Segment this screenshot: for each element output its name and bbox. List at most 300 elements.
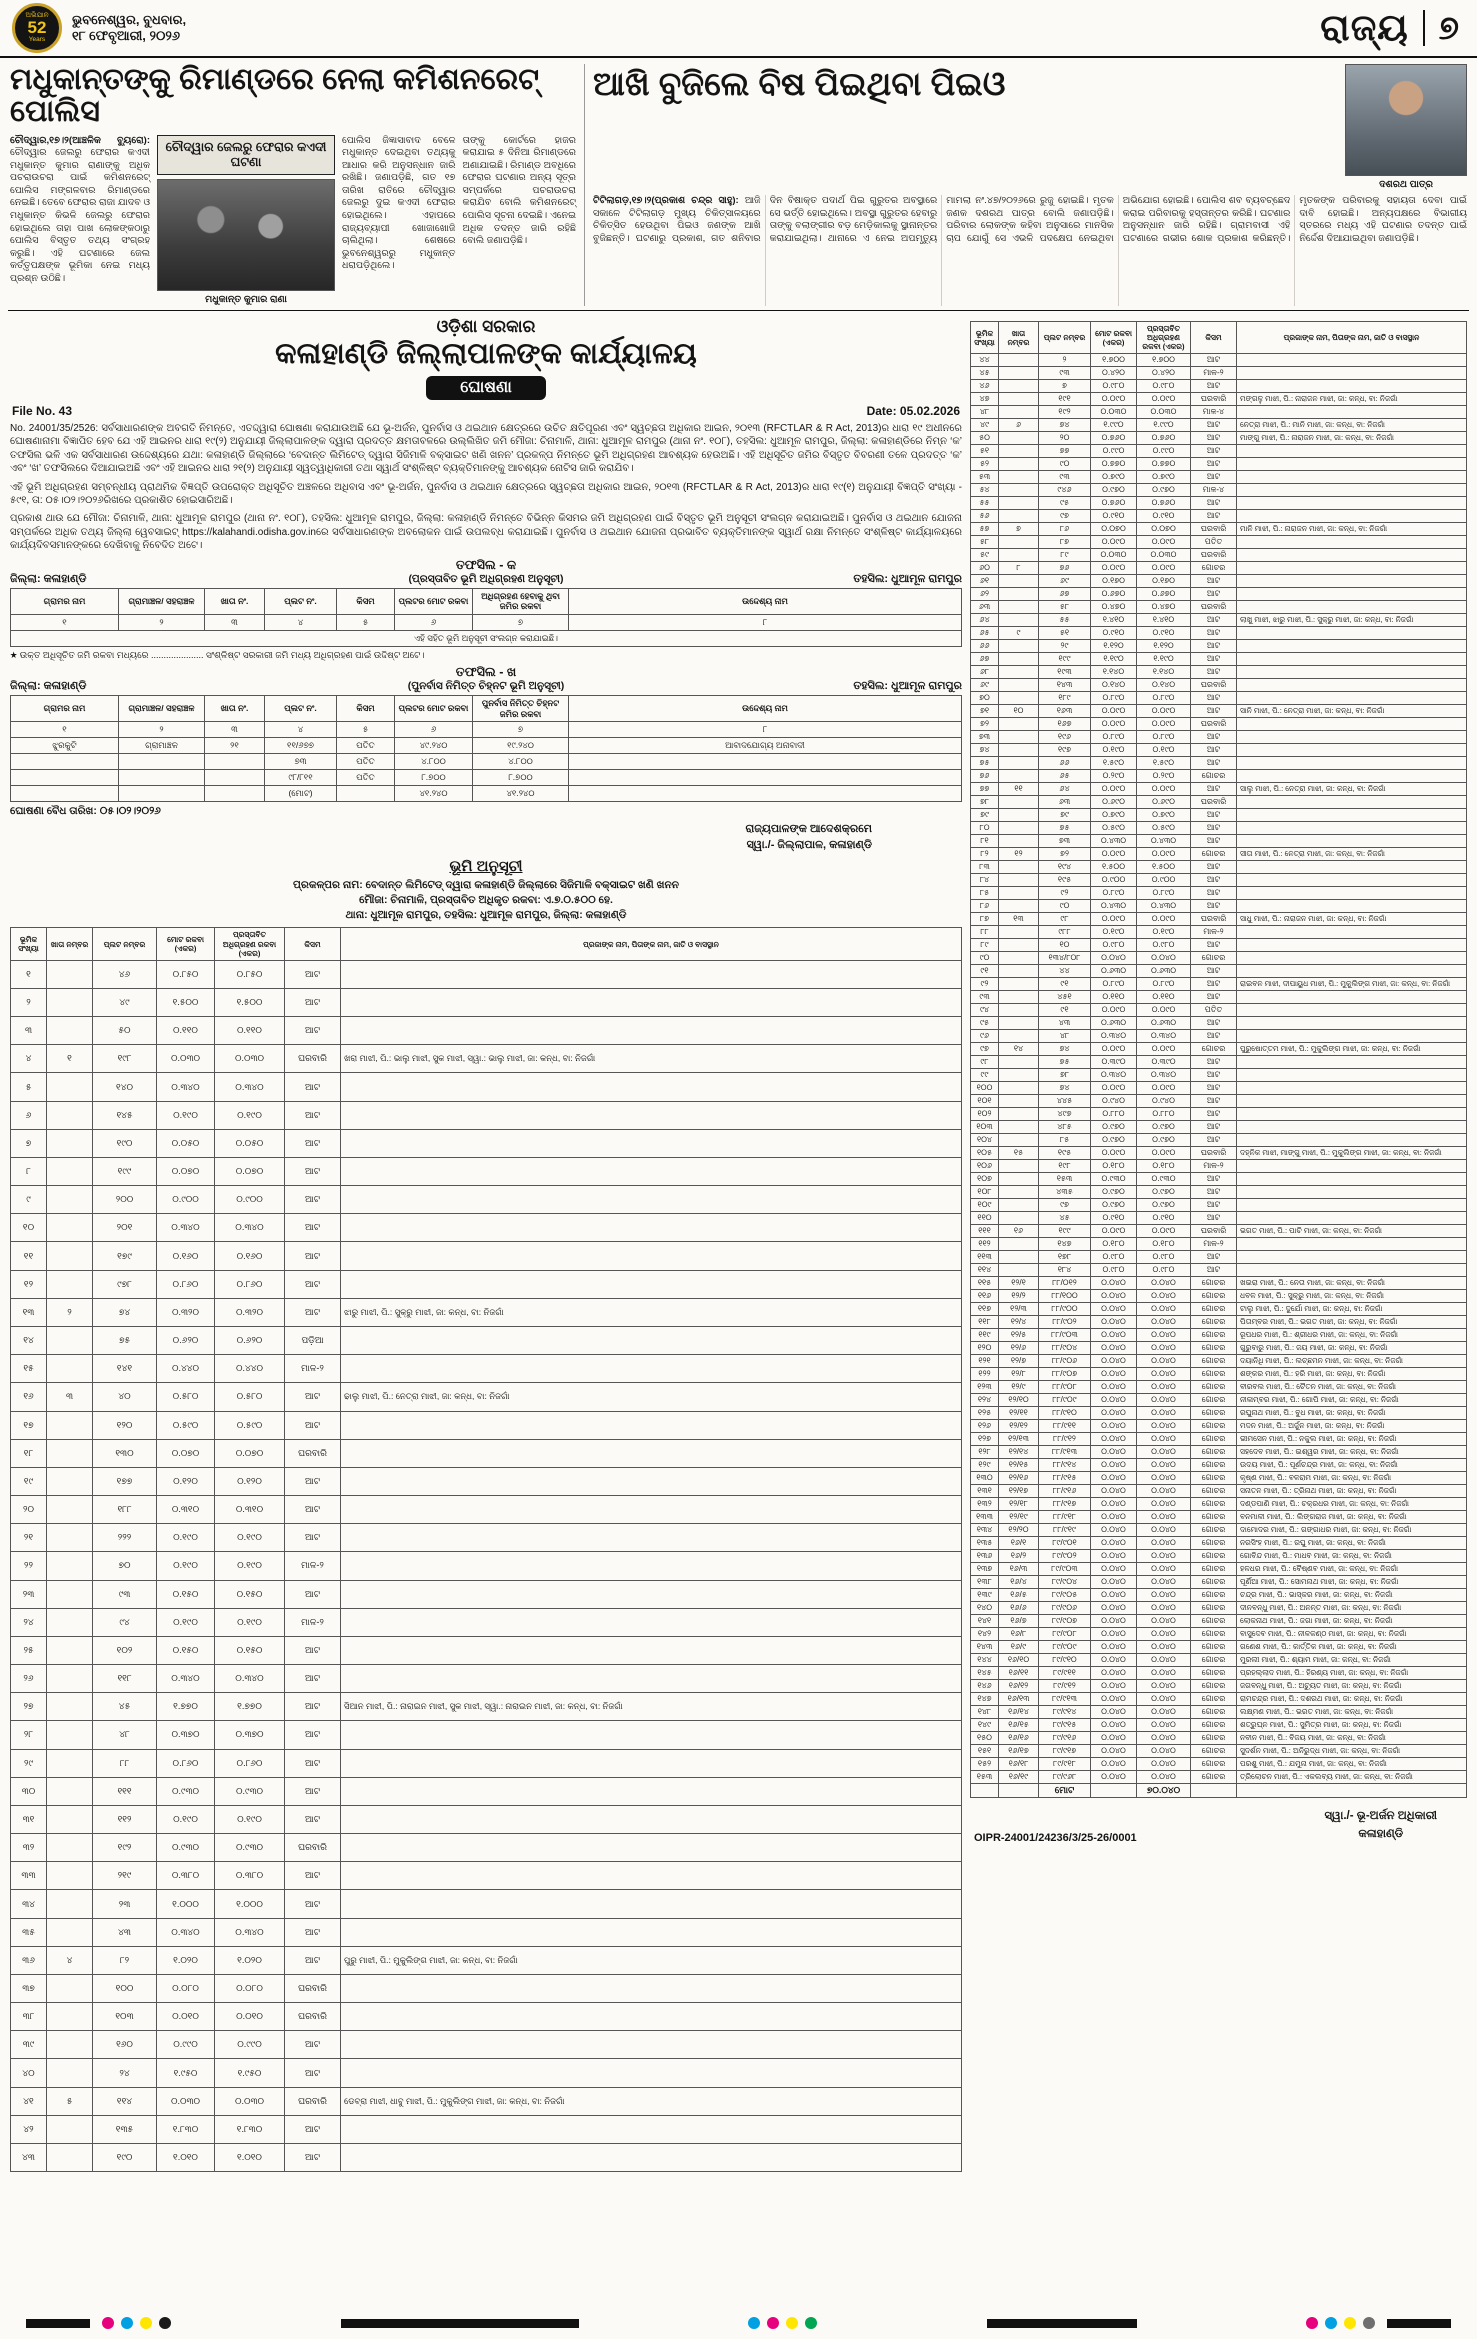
table-cell: ୧.୯୫୦ xyxy=(215,2059,285,2087)
table-cell: ୯୫ xyxy=(971,1017,999,1030)
table-cell: ୦.୦୪୦ xyxy=(1091,1758,1137,1771)
table-cell xyxy=(341,1496,962,1524)
table-cell: ୧୨/୯ xyxy=(999,1381,1039,1394)
file-number: File No. 43 xyxy=(12,404,73,418)
table-cell: ଘରବାରି xyxy=(1191,601,1237,614)
table-cell: ୪୫୧ xyxy=(1039,991,1091,1004)
table-cell: ୦.୧୯୦ xyxy=(157,1101,215,1129)
table-row xyxy=(971,1706,1467,1719)
column-header: ପ୍ଲଟ ନମ୍ବର xyxy=(1039,322,1091,354)
table-cell: ୧୬/୧ xyxy=(999,1537,1039,1550)
table-cell: ୦.୦୪୦ xyxy=(1091,1654,1137,1667)
article-remand-headline: ମଧୁକାନ୍ତଙ୍କୁ ରିମାଣ୍ଡରେ ନେଲା କମିଶନରେଟ୍ ପୋଲିସ xyxy=(10,63,540,129)
notice-left-column xyxy=(10,317,962,2172)
table-cell: ୨୪ xyxy=(11,1608,47,1636)
table-cell xyxy=(1237,536,1467,549)
table-cell: ୦.୯୭୦ xyxy=(1091,1199,1137,1212)
table-cell xyxy=(47,2143,93,2171)
table-row xyxy=(11,1918,962,1946)
table-cell: ୧୧୧ xyxy=(971,1225,999,1238)
table-cell xyxy=(999,978,1039,991)
table-row xyxy=(971,1147,1467,1160)
table-cell: ପିତାମ୍ବର ମାଝୀ, ପି.: ଭଗତ ମାଝୀ, ଜା: କନ୍ଧ, ବା: ନିଜଗାଁ xyxy=(1237,1316,1467,1329)
table-cell: ୦.୦୯୦ xyxy=(1137,1082,1191,1095)
table-cell: ୦.୯୭୦ xyxy=(1137,484,1191,497)
table-cell xyxy=(999,1160,1039,1173)
table-row xyxy=(971,939,1467,952)
table-cell: ୧୨/୬ xyxy=(999,1342,1039,1355)
table-cell xyxy=(341,1355,962,1383)
table-cell xyxy=(1237,354,1467,367)
table-cell: ଗୋଚର xyxy=(1191,1654,1237,1667)
land-schedule-table-left xyxy=(10,927,962,2172)
table-cell xyxy=(47,1693,93,1721)
table-cell: ଆଟ xyxy=(285,1214,341,1242)
table-cell: ୦.୩୪୦ xyxy=(215,1214,285,1242)
table-cell: ୧୭ xyxy=(11,1411,47,1439)
table-cell: ୧୯୪ xyxy=(1039,861,1091,874)
table-cell: ଗୋଚର xyxy=(1191,1316,1237,1329)
table-cell: ୦.୦୪୦ xyxy=(1137,1602,1191,1615)
article-remand-photo xyxy=(157,179,335,291)
table-cell: ୦.୦୪୦ xyxy=(1091,1576,1137,1589)
table-cell: ସିଆନ ମାଝୀ, ପି.: ନାରାଇନ ମାଝୀ, ସୁକ ମାଝୀ, ସ୍ୱା.: ନାରାଇନ ମାଝୀ, ଜା: କନ୍ଧ, ବା: ନିଜଗାଁ xyxy=(341,1693,962,1721)
table-cell: ଗୋଚର xyxy=(1191,1472,1237,1485)
table-cell xyxy=(341,1270,962,1298)
table-row xyxy=(971,1121,1467,1134)
table-row xyxy=(11,1805,962,1833)
table-cell: ୧୩୬ xyxy=(971,1550,999,1563)
table-cell: ଗୋଚର xyxy=(1191,1602,1237,1615)
table-cell: ଆଟ xyxy=(285,1467,341,1495)
table-cell: ୫୬ xyxy=(971,510,999,523)
table-cell: ୧.୧୨୦ xyxy=(1137,640,1191,653)
table-cell xyxy=(999,952,1039,965)
table-cell: ଘରବାରି xyxy=(285,2003,341,2031)
news-section xyxy=(0,58,1477,310)
table-cell: ୭୦ xyxy=(93,1552,157,1580)
table-cell: ୧୪୯ xyxy=(971,1719,999,1732)
table-cell: ପଡ଼ିଆ xyxy=(285,1326,341,1354)
table-row xyxy=(971,1355,1467,1368)
table-cell: ୦.୦୩୦ xyxy=(1137,406,1191,419)
table-cell: ୮୮/୧୦୦ xyxy=(1039,1290,1091,1303)
table-cell: ୦.୩୪୦ xyxy=(157,1073,215,1101)
table-row xyxy=(11,2115,962,2143)
table-cell: ୦.୩୧୦ xyxy=(215,1496,285,1524)
table-row xyxy=(971,666,1467,679)
table-cell: ରଘୁନାଥ ମାଝୀ, ପି.: ବୁଧ ମାଝୀ, ଜା: କନ୍ଧ, ବା: ନିଜଗାଁ xyxy=(1237,1407,1467,1420)
table-cell xyxy=(999,861,1039,874)
table-cell: ୧୨/୧୩ xyxy=(999,1433,1039,1446)
table-cell: ୯୦ xyxy=(1039,458,1091,471)
table-cell: ୭୫ xyxy=(1039,1056,1091,1069)
table-cell xyxy=(999,549,1039,562)
table-cell: ଆଟ xyxy=(285,1749,341,1777)
table-row xyxy=(11,1946,962,1974)
table-cell: ୦.୦୪୦ xyxy=(1137,1667,1191,1680)
table-cell xyxy=(1237,861,1467,874)
table-cell: ୨ xyxy=(119,721,205,737)
table-cell: ୧୫୧ xyxy=(971,1745,999,1758)
table-cell: ୦.୦୮୦ xyxy=(157,1974,215,2002)
table-cell: ଗୋଚର xyxy=(1191,1420,1237,1433)
table-cell: ୦.୦୪୦ xyxy=(1091,1537,1137,1550)
table-cell xyxy=(47,1834,93,1862)
table-row xyxy=(11,1834,962,1862)
table-cell: ୮୮/୯୦୮ xyxy=(1039,1381,1091,1394)
table-cell: ୧୧୯ xyxy=(971,1329,999,1342)
table-cell xyxy=(47,1862,93,1890)
table-cell: ୦.୦୪୦ xyxy=(1091,1667,1137,1680)
table-cell: ଆଟ xyxy=(1191,432,1237,445)
table-cell xyxy=(1237,1264,1467,1277)
table-row xyxy=(11,1665,962,1693)
table-cell xyxy=(1237,965,1467,978)
table-cell: ଦହ୍ନିକ ମାଝୀ, ମାଙ୍ଗୁ ମାଝୀ, ପି.: ମୁକୁଲିଙ୍ଗ ମାଝୀ, ଜା: କନ୍ଧ, ବା: ନିଜଗାଁ xyxy=(1237,1147,1467,1160)
table-row xyxy=(11,1411,962,1439)
table-cell: ୦.୧୫୦ xyxy=(157,1580,215,1608)
table-cell: ୦.୧୭୦ xyxy=(1137,575,1191,588)
table-cell: ୮୯/୯୧୬ xyxy=(1039,1732,1091,1745)
table-cell: ୨ xyxy=(119,614,205,630)
table-cell xyxy=(1237,809,1467,822)
table-cell: ପତିତ xyxy=(1191,1004,1237,1017)
article-remand xyxy=(10,64,576,306)
table-row xyxy=(971,1290,1467,1303)
table-cell xyxy=(1237,1160,1467,1173)
table-cell: ୦.୦୪୦ xyxy=(1091,1589,1137,1602)
table-cell: ୭୮ xyxy=(971,796,999,809)
table-cell: ୦.୫୯୦ xyxy=(215,1411,285,1439)
table-cell: ଆଟ xyxy=(285,1862,341,1890)
table-cell: ଗୋଚର xyxy=(1191,1355,1237,1368)
table-cell: ସାଲୁ ମାଝୀ, ପି.: ନେତ୍ରା ମାଝୀ, ଜା: କନ୍ଧ, ବା: ନିଜଗାଁ xyxy=(1237,783,1467,796)
table-cell: ଆଟ xyxy=(1191,809,1237,822)
table-cell xyxy=(47,1552,93,1580)
by-order-line: ରାଜ୍ୟପାଳଙ୍କ ଆଦେଶକ୍ରମେ xyxy=(745,822,872,835)
table-cell xyxy=(341,1749,962,1777)
table-cell: ୦.୯୩୦ xyxy=(215,1777,285,1805)
notice-badge-wrap xyxy=(10,376,962,400)
table-cell: ଆଟ xyxy=(285,960,341,988)
table-cell: ୧୫ xyxy=(999,1147,1039,1160)
table-cell: ୬୮ xyxy=(971,666,999,679)
table-cell: ୯୪ xyxy=(971,1004,999,1017)
table-cell: ୦.୦୪୦ xyxy=(1091,1446,1137,1459)
table-cell xyxy=(1237,380,1467,393)
table-cell: ୦.୧୫୦ xyxy=(157,1636,215,1664)
table-row xyxy=(971,1615,1467,1628)
column-header: ପ୍ଲଟର ମୋଟ ରକବା xyxy=(395,696,473,721)
table-cell: ମାଳ-୨ xyxy=(285,1355,341,1383)
table-cell: ୦.୦୯୦ xyxy=(1091,1004,1137,1017)
table-cell: ୧.୮୩୦ xyxy=(215,2115,285,2143)
table-cell: ୧୨/୧୯ xyxy=(999,1511,1039,1524)
column-header: ପ୍ରସ୍ତାବିତ ଅଧିଗ୍ରହଣ ରକବା (ଏକର) xyxy=(215,928,285,960)
table-cell xyxy=(1237,367,1467,380)
table-cell: ୦.୮୯୦ xyxy=(1091,731,1137,744)
table-cell xyxy=(999,1056,1039,1069)
table-cell: ୦.୪୭୦ xyxy=(1091,601,1137,614)
table-cell: ୧୬/୬ xyxy=(999,1602,1039,1615)
notice-right-footer xyxy=(970,1798,1467,1846)
table-cell: ୭୦ xyxy=(971,692,999,705)
table-cell: ୦.୦୪୦ xyxy=(1137,1472,1191,1485)
table-row xyxy=(971,1420,1467,1433)
table-row xyxy=(971,1758,1467,1771)
table-row xyxy=(971,1784,1467,1798)
table-cell: ୦.୮୬୦ xyxy=(215,1749,285,1777)
table-cell: ୦.୧୪୦ xyxy=(1137,679,1191,692)
table-cell: ୦.୯୧୦ xyxy=(1091,1212,1137,1225)
table-cell: ୧୧୧ xyxy=(93,1777,157,1805)
schedule-b-number-row xyxy=(11,721,962,737)
table-cell: ଗୋଚର xyxy=(1191,1433,1237,1446)
table-cell: ୦.୦୪୦ xyxy=(1091,1342,1137,1355)
table-cell xyxy=(1237,471,1467,484)
table-cell xyxy=(47,1721,93,1749)
table-cell: ୦.୦୯୦ xyxy=(1137,562,1191,575)
table-cell: ୧୯୩ xyxy=(1039,666,1091,679)
table-cell: ୧୩୩ xyxy=(971,1511,999,1524)
table-cell: ୦.୦୪୦ xyxy=(1091,1433,1137,1446)
table-cell: ୬୫ xyxy=(1039,770,1091,783)
article-peo-text: ଆଜି ସକାଳେ ଟିଟିଲାଗଡ଼ ମୁଖ୍ୟ ଚିକିତ୍ସାଳୟରେ ଚିକିତ୍ସିତ ହେଉଥିବା ପିଇଓ ଜଣଙ୍କ ଆଖି ବୁଜିଛନ୍ତି। ଘଟଣାରୁ ପ୍ରକାଶ, ଗତ ଶନିବାର ଦିନ ବିଷାକ୍ତ ପଦାର୍ଥ ପିଇ ଗୁରୁତର ଅବସ୍ଥାରେ ସେ ଭର୍ତ୍ତି ହୋଇଥିଲେ। ଅବସ୍ଥା ଗୁରୁତର ହେବାରୁ ତାଙ୍କୁ ବଲାଙ୍ଗୀର ବଡ଼ ମେଡ଼ିକାଲକୁ ସ୍ଥାନାନ୍ତର କରାଯାଇଥିଲା। ଥାନାରେ ଏ ନେଇ ଅପମୃତ୍ୟୁ ମାମଲା ନଂ.୪୭/୨୦୨୬ରେ ରୁଜୁ ହୋଇଛି। ମୃତକ ଜଣକ ଦଶରଥ ପାତ୍ର ବୋଲି ଜଣାପଡ଼ିଛି। ପରିବାର ଲୋକଙ୍କ କହିବା ଅନୁସାରେ ମାନସିକ ଚାପ ଯୋଗୁଁ ସେ ଏଭଳି ପଦକ୍ଷେପ ନେଇଥିବା ଅଭିଯୋଗ ହୋଇଛି। ପୋଲିସ ଶବ ବ୍ୟବଚ୍ଛେଦ କରାଇ ପରିବାରକୁ ହସ୍ତାନ୍ତର କରିଛି। ଘଟଣାର ଅନୁସନ୍ଧାନ ଜାରି ରହିଛି। ଗ୍ରାମବାସୀ ଏହି ଘଟଣାରେ ଗଭୀର ଶୋକ ପ୍ରକାଶ କରିଛନ୍ତି। ମୃତକଙ୍କ ପରିବାରକୁ ସହାୟତା ଦେବା ପାଇଁ ଦାବି ହୋଇଛି। ଅନ୍ୟପକ୍ଷରେ ବିଭାଗୀୟ ସ୍ତରରେ ମଧ୍ୟ ଏହି ଘଟଣାର ତଦନ୍ତ ପାଇଁ ନିର୍ଦ୍ଦେଶ ଦିଆଯାଇଥିବା ଜଣାପଡ଼ିଛି। xyxy=(593,195,1467,244)
table-cell: ୦.୪୩୦ xyxy=(1091,835,1137,848)
table-cell xyxy=(1237,1251,1467,1264)
table-row xyxy=(971,458,1467,471)
table-cell: ୧୯୦ xyxy=(93,2143,157,2171)
table-cell: ୬୭ xyxy=(971,653,999,666)
table-cell: ୮୪ xyxy=(971,874,999,887)
table-cell: ୪୮ xyxy=(971,406,999,419)
table-cell: ୦.୦୪୦ xyxy=(1091,1602,1137,1615)
table-cell: ୦.୦୪୦ xyxy=(1137,1537,1191,1550)
table-cell: ୦.୯୧୦ xyxy=(1137,627,1191,640)
table-cell: ଗୋଚର xyxy=(1191,1615,1237,1628)
table-cell: ୦.୧୯୦ xyxy=(157,1608,215,1636)
table-cell: ୦.୦୪୦ xyxy=(1137,1758,1191,1771)
table-cell: ୧୨/୧୪ xyxy=(999,1446,1039,1459)
table-cell: ୧୫୩ xyxy=(1039,1173,1091,1186)
table-cell: ୧.୯୯୦ xyxy=(1091,419,1137,432)
table-cell: ୦.୩୭୦ xyxy=(157,1721,215,1749)
table-cell: ୮୮/୯୦୨ xyxy=(1039,1316,1091,1329)
table-cell: ଆଟ xyxy=(285,1580,341,1608)
table-cell: ୧୨/୫ xyxy=(999,1329,1039,1342)
table-cell: ୦.୦୪୦ xyxy=(1091,1498,1137,1511)
table-cell xyxy=(999,354,1039,367)
table-cell xyxy=(1237,1056,1467,1069)
table-row xyxy=(11,1862,962,1890)
table-cell xyxy=(47,1777,93,1805)
table-cell: ଖଇରା ମାଝୀ, ପି.: ନେତା ମାଝୀ, ଜା: କନ୍ଧ, ବା: ନିଜଗାଁ xyxy=(1237,1277,1467,1290)
table-cell: ୦.୪୩୦ xyxy=(1137,900,1191,913)
table-cell: ୦.୯୭୦ xyxy=(1091,1186,1137,1199)
article-peo-photo-caption: ଦଶରଥ ପାତ୍ର xyxy=(1379,179,1433,190)
table-cell: ୪୧.୨୪୦ xyxy=(473,785,569,801)
table-cell: ୦.୬୭୦ xyxy=(1091,588,1137,601)
table-cell: ୦.୦୯୦ xyxy=(1137,1004,1191,1017)
table-cell xyxy=(999,653,1039,666)
table-cell: ୧୦୪ xyxy=(971,1134,999,1147)
table-cell xyxy=(341,1580,962,1608)
table-cell: ଆଟ xyxy=(1191,861,1237,874)
table-cell xyxy=(47,1665,93,1693)
table-cell: ବୀରବଲ ମାଝୀ, ପି.: ଚୈତନ ମାଝୀ, ଜା: କନ୍ଧ, ବା: ନିଜଗାଁ xyxy=(1237,1381,1467,1394)
table-cell: ୦.୦୪୦ xyxy=(1091,1719,1137,1732)
table-cell: ୦.୩୪୦ xyxy=(1091,1030,1137,1043)
table-cell: ଆଟ xyxy=(1191,1030,1237,1043)
table-cell: ୮୯/୯୧୮ xyxy=(1039,1758,1091,1771)
table-cell xyxy=(1237,497,1467,510)
table-cell xyxy=(999,1784,1039,1798)
table-cell: ୧୦୩ xyxy=(971,1121,999,1134)
table-cell: ୦.୦୪୦ xyxy=(1091,1368,1137,1381)
table-cell: ଦାମୋଦର ମାଝୀ, ପି.: ଗଙ୍ଗାଧର ମାଝୀ, ଜା: କନ୍ଧ, ବା: ନିଜଗାଁ xyxy=(1237,1524,1467,1537)
table-cell: ୯୮୮ xyxy=(1039,926,1091,939)
table-cell: ୦.୩୨୦ xyxy=(157,1298,215,1326)
table-row xyxy=(971,549,1467,562)
table-cell: ୧୨ xyxy=(999,848,1039,861)
article-peo-photo xyxy=(1345,64,1467,176)
table-cell: ୪୩୫ xyxy=(1039,1186,1091,1199)
table-row xyxy=(971,1576,1467,1589)
table-cell: ୨୦୧ xyxy=(93,1214,157,1242)
table-cell: ଆଟ xyxy=(285,1693,341,1721)
table-cell: ଆଟ xyxy=(1191,458,1237,471)
table-cell: ୧୨୭ xyxy=(971,1433,999,1446)
table-cell: ୦.୯୩୦ xyxy=(157,1777,215,1805)
table-cell xyxy=(999,393,1039,406)
column-header: ପ୍ରଜାଙ୍କ ନାମ, ପିତାଙ୍କ ନାମ, ଜାତି ଓ ବାସସ୍ଥାନ xyxy=(1237,322,1467,354)
table-cell: ଆଟ xyxy=(1191,887,1237,900)
table-cell: ୧୨/୭ xyxy=(999,1355,1039,1368)
table-cell: ୯୧ xyxy=(971,965,999,978)
table-cell: ଆଟ xyxy=(1191,1199,1237,1212)
table-row xyxy=(11,1524,962,1552)
masthead xyxy=(0,0,1477,58)
registration-dot xyxy=(1344,2317,1356,2329)
table-cell: ୧୩୭ xyxy=(971,1563,999,1576)
table-cell: ଘରବାରି xyxy=(285,1045,341,1073)
table-row xyxy=(971,627,1467,640)
table-cell: ୧୨୩ xyxy=(971,1381,999,1394)
registration-dot xyxy=(786,2317,798,2329)
table-cell: ୩୨ xyxy=(11,1834,47,1862)
table-cell: ୦.୦୪୦ xyxy=(1137,1615,1191,1628)
registration-dot xyxy=(1363,2317,1375,2329)
table-cell: ଗୋଚର xyxy=(1191,1745,1237,1758)
table-cell: ୦.୭୭୦ xyxy=(1091,458,1137,471)
table-cell xyxy=(341,2143,962,2171)
table-cell: ୯୮/୮୧୧ xyxy=(265,769,337,785)
table-cell: ୦.୭୬୦ xyxy=(1091,432,1137,445)
table-cell: ୦.୧୬୦ xyxy=(215,1242,285,1270)
table-cell: ୦.୨୯୦ xyxy=(1091,770,1137,783)
schedule-b-title: ତଫସିଲ - ଖ xyxy=(455,664,517,679)
table-cell xyxy=(341,1073,962,1101)
table-cell xyxy=(999,640,1039,653)
table-cell: ମାଳ-୨ xyxy=(1191,926,1237,939)
table-cell: ୦.୦୪୦ xyxy=(1091,952,1137,965)
table-cell: ୭୨ xyxy=(1039,848,1091,861)
table-cell: ଗୋଚର xyxy=(1191,1290,1237,1303)
column-header: ଉଦ୍ଦେଶ୍ୟ ନାମ xyxy=(569,696,962,721)
table-cell: ୧୬୩ xyxy=(1039,705,1091,718)
table-cell xyxy=(205,753,265,769)
table-cell: ଆଟ xyxy=(1191,640,1237,653)
table-cell: ୦.୯୦୦ xyxy=(157,1186,215,1214)
table-cell: ୦.୫୮୦ xyxy=(215,1383,285,1411)
table-cell xyxy=(1237,887,1467,900)
table-cell xyxy=(999,1199,1039,1212)
table-cell: ୧୨/୧୧ xyxy=(999,1407,1039,1420)
table-cell: ୫୦ xyxy=(971,432,999,445)
table-row xyxy=(11,1496,962,1524)
table-cell: ୦.୯୯୦ xyxy=(215,2031,285,2059)
table-cell: ୮୯/୯୧୭ xyxy=(1039,1745,1091,1758)
announcement-badge: ଘୋଷଣା xyxy=(426,376,546,400)
table-cell xyxy=(341,1834,962,1862)
table-cell: ୫୩ xyxy=(971,471,999,484)
table-cell: ୧୬/୧୭ xyxy=(999,1745,1039,1758)
table-cell: ୦.୪୪୦ xyxy=(157,1355,215,1383)
table-cell: ୮୯/୯୦୧ xyxy=(1039,1537,1091,1550)
table-cell: ପତିତ xyxy=(337,753,395,769)
table-cell: ୦.୩୪୦ xyxy=(157,1918,215,1946)
table-cell: ୫୮ xyxy=(971,536,999,549)
table-cell: ୭୦.୦୪୦ xyxy=(1137,1784,1191,1798)
notice-right-column xyxy=(970,317,1467,1846)
table-cell: ୬ xyxy=(999,419,1039,432)
table-cell xyxy=(1237,1212,1467,1225)
table-row xyxy=(971,354,1467,367)
table-cell xyxy=(1237,731,1467,744)
table-row xyxy=(971,1342,1467,1355)
table-cell: ୧.୫୦୦ xyxy=(157,988,215,1016)
table-cell: ୦.୦୪୦ xyxy=(1091,1316,1137,1329)
table-cell: ୦.୧୪୦ xyxy=(1091,679,1137,692)
table-cell xyxy=(1237,549,1467,562)
registration-dot xyxy=(121,2317,133,2329)
table-row xyxy=(971,1654,1467,1667)
table-cell: ଆଟ xyxy=(285,2031,341,2059)
table-row xyxy=(971,1498,1467,1511)
table-cell: ୧.୯୫୦ xyxy=(157,2059,215,2087)
table-cell: ରୂପଧର ମାଝୀ, ପି.: ଶ୍ରୀଧର ମାଝୀ, ଜା: କନ୍ଧ, ବା: ନିଜଗାଁ xyxy=(1237,1329,1467,1342)
table-cell xyxy=(47,1890,93,1918)
table-cell: ୮୫ xyxy=(1039,1134,1091,1147)
table-cell: ୦.୦୪୦ xyxy=(1137,1446,1191,1459)
table-cell: ମାଳ-୪ xyxy=(1191,484,1237,497)
table-cell: ୧୩୫ xyxy=(971,1537,999,1550)
table-cell: ୮ xyxy=(569,614,962,630)
table-cell: ୧୪୦ xyxy=(971,1602,999,1615)
registration-dot xyxy=(140,2317,152,2329)
table-cell: ଆଟ xyxy=(285,1101,341,1129)
table-row xyxy=(11,2087,962,2115)
table-cell: ୧୬ xyxy=(11,1383,47,1411)
table-cell: ଆଟ xyxy=(1191,991,1237,1004)
table-cell xyxy=(999,367,1039,380)
table-cell xyxy=(999,1108,1039,1121)
table-cell xyxy=(999,510,1039,523)
table-cell: ଡେବ୍ରା ମାଝୀ, ଧାବୁ ମାଝୀ, ପି.: ମୁକୁଲିଙ୍ଗ ମାଝୀ, ଜା: କନ୍ଧ, ବା: ନିଜଗାଁ xyxy=(341,2087,962,2115)
table-cell: ମାଙ୍ଗୁ ମାଝୀ, ପି.: ନାରାଜନ ମାଝୀ, ଜା: କନ୍ଧ, ବା: ନିଜଗାଁ xyxy=(1237,432,1467,445)
table-cell: ନରସିଂହ ମାଝୀ, ପି.: ରଘୁ ମାଝୀ, ଜା: କନ୍ଧ, ବା: ନିଜଗାଁ xyxy=(1237,1537,1467,1550)
